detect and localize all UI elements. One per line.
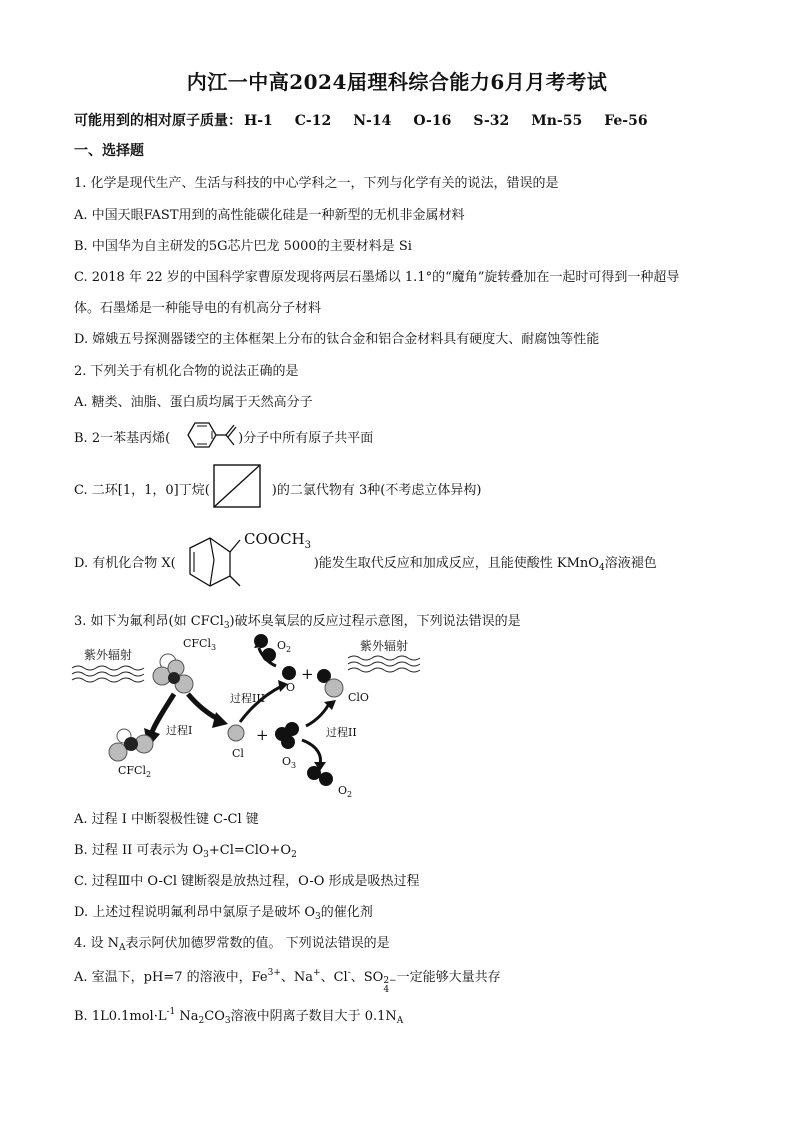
q4-a-sup2: +: [313, 968, 321, 978]
q3-option-a: A. 过程 I 中断裂极性键 C-Cl 键: [74, 812, 259, 827]
q2-d-text-end: 溶液褪色: [604, 556, 657, 571]
uv-waves-right: [348, 656, 420, 672]
mass-item: H-1: [244, 113, 273, 129]
compound-x-structure: [178, 524, 323, 596]
uv-label-right: 紫外辐射: [360, 639, 409, 653]
q1-option-d: D. 嫦娥五号探测器镂空的主体框架上分布的钛合金和铝合金材料具有硬度大、耐腐蚀等性能: [74, 332, 600, 347]
q3-d-sub: 3: [315, 912, 321, 922]
q2-b-text-pre: B. 2一苯基丙烯(: [74, 431, 171, 446]
process3-label: 过程III: [230, 692, 266, 705]
q4-option-a: [74, 966, 501, 995]
q1-stem: 1. 化学是现代生产、生活与科技的中心学科之一，下列与化学有关的说法，错误的是: [74, 176, 559, 191]
uv-label-left: 紫外辐射: [84, 648, 133, 662]
o2-bottom-label: $O_2$: [338, 784, 353, 799]
q3-stem-sub: 3: [223, 621, 230, 631]
atomic-masses: [74, 110, 670, 130]
q2-option-a: A. 糖类、油脂、蛋白质均属于天然高分子: [74, 395, 313, 410]
q4-b-sub2: 3: [224, 1016, 231, 1026]
mass-item: N-14: [353, 113, 392, 129]
q4-stem-pre: 4. 设 N: [74, 936, 120, 951]
q2-option-c: [74, 479, 481, 498]
mass-item: Fe-56: [604, 113, 648, 129]
q4-a-pre: A. 室温下，pH=7 的溶液中，Fe: [74, 970, 268, 985]
o-atom-label: O: [286, 681, 296, 694]
cfcl2-label: CFCl$_2$: [118, 764, 152, 779]
section-heading: 一、选择题: [74, 143, 144, 159]
clo-molecule: [317, 669, 343, 697]
q4-option-b: [74, 1005, 403, 1026]
2-phenylpropene-structure: [176, 415, 246, 455]
o3-label: $O_3$: [282, 755, 297, 770]
masses-label: 可能用到的相对原子质量：: [74, 113, 242, 129]
q4-a-sup4: 2−: [383, 976, 397, 986]
o3-molecule: [275, 722, 299, 749]
so4-ion-script: [383, 977, 396, 995]
o2-top-label: $O_2$: [277, 639, 292, 654]
o-atom: [282, 666, 296, 680]
q2-b-text-post: )分子中所有原子共平面: [238, 431, 374, 446]
q2-d-text-post: )能发生取代反应和加成反应，且能使酸性 KMnO: [313, 556, 599, 571]
q3-option-c: C. 过程Ⅲ中 O-Cl 键断裂是放热过程，O-O 形成是吸热过程: [74, 874, 420, 889]
process2-label: 过程II: [326, 726, 357, 739]
q1-option-c-line1: C. 2018 年 22 岁的中国科学家曹原发现将两层石墨烯以 1.1°的“魔角”旋转叠加在一起时可得到一种超导: [74, 270, 680, 285]
uv-waves-left: [72, 666, 144, 682]
q3-b-sub2: 2: [291, 850, 297, 860]
q4-stem-sub: A: [119, 943, 126, 953]
q4-b-mid2: CO: [204, 1009, 225, 1024]
mass-item: C-12: [294, 113, 332, 129]
q4-stem: [74, 932, 390, 953]
q4-a-end: 一定能够大量共存: [396, 970, 501, 985]
cl-label: Cl: [232, 747, 244, 760]
q4-b-sup: -1: [166, 1007, 176, 1017]
q4-a-mid3: 、SO: [350, 970, 384, 985]
mass-item: S-32: [473, 113, 510, 129]
q3-stem-end: )破坏臭氧层的反应过程示意图，下列说法错误的是: [229, 614, 521, 629]
q2-d-sub: 4: [598, 563, 605, 573]
q2-c-text-post: )的二氯代物有 3种(不考虑立体异构): [271, 483, 482, 498]
q4-b-pre: B. 1L0.1mol·L: [74, 1009, 167, 1024]
clo-label: ClO: [348, 691, 369, 704]
q4-a-mid1: 、Na: [280, 970, 314, 985]
q3-b-mid: +Cl=ClO+O: [208, 843, 292, 858]
q3-b-pre: B. 过程 II 可表示为 O: [74, 843, 204, 858]
q3-d-end: 的催化剂: [320, 905, 373, 920]
process1-label: 过程I: [166, 724, 193, 737]
q4-b-mid3: 溶液中阴离子数目大于 0.1N: [230, 1009, 397, 1024]
q2-option-d: [74, 552, 657, 573]
q3-option-d: [74, 901, 373, 922]
mass-item: O-16: [413, 113, 452, 129]
plus-sign-2: +: [256, 726, 269, 744]
plus-sign-1: +: [301, 665, 314, 683]
bicyclobutane-structure: [209, 462, 267, 510]
cooch3-label: $COOCH_3$: [244, 530, 312, 551]
q2-stem: 2. 下列关于有机化合物的说法正确的是: [74, 364, 299, 379]
arrow-o3-to-clo: [306, 702, 330, 726]
q3-option-b: [74, 839, 297, 860]
q2-c-text-pre: C. 二环[1，1，0]丁烷(: [74, 483, 210, 498]
q4-b-sub1: 2: [198, 1016, 205, 1026]
q4-a-mid2: 、Cl: [320, 970, 348, 985]
mass-item: Mn-55: [531, 113, 583, 129]
q3-d-pre: D. 上述过程说明氟利昂中氯原子是破坏 O: [74, 905, 316, 920]
q2-d-text-pre: D. 有机化合物 X(: [74, 556, 176, 571]
q4-b-sub3: A: [396, 1016, 404, 1026]
q4-a-sup1: 3+: [267, 968, 281, 978]
page-title: 内江一中高2024届理科综合能力6月月考考试: [186, 70, 608, 94]
q4-a-sub4: 4: [383, 985, 390, 995]
arrow-o3-to-o2: [302, 740, 320, 764]
q3-stem-pre: 3. 如下为氟利昂(如 CFCl: [74, 614, 224, 629]
q1-option-a: A. 中国天眼FAST用到的高性能碳化硅是一种新型的无机非金属材料: [74, 208, 465, 223]
ozone-depletion-diagram: [70, 628, 430, 800]
cfcl3-label: CFCl$_3$: [183, 637, 217, 652]
q4-b-mid: Na: [175, 1009, 199, 1024]
q4-a-sup3: -: [347, 968, 351, 978]
cfcl3-molecule: [153, 654, 193, 693]
q3-b-sub1: 3: [203, 850, 209, 860]
q1-option-c-line2: 体。石墨烯是一种能导电的有机高分子材料: [74, 301, 322, 316]
q4-stem-end: 表示阿伏加德罗常数的值。 下列说法错误的是: [125, 936, 390, 951]
cl-atom: [228, 725, 244, 741]
q1-option-b: B. 中国华为自主研发的5G芯片巴龙 5000的主要材料是 Si: [74, 239, 412, 254]
